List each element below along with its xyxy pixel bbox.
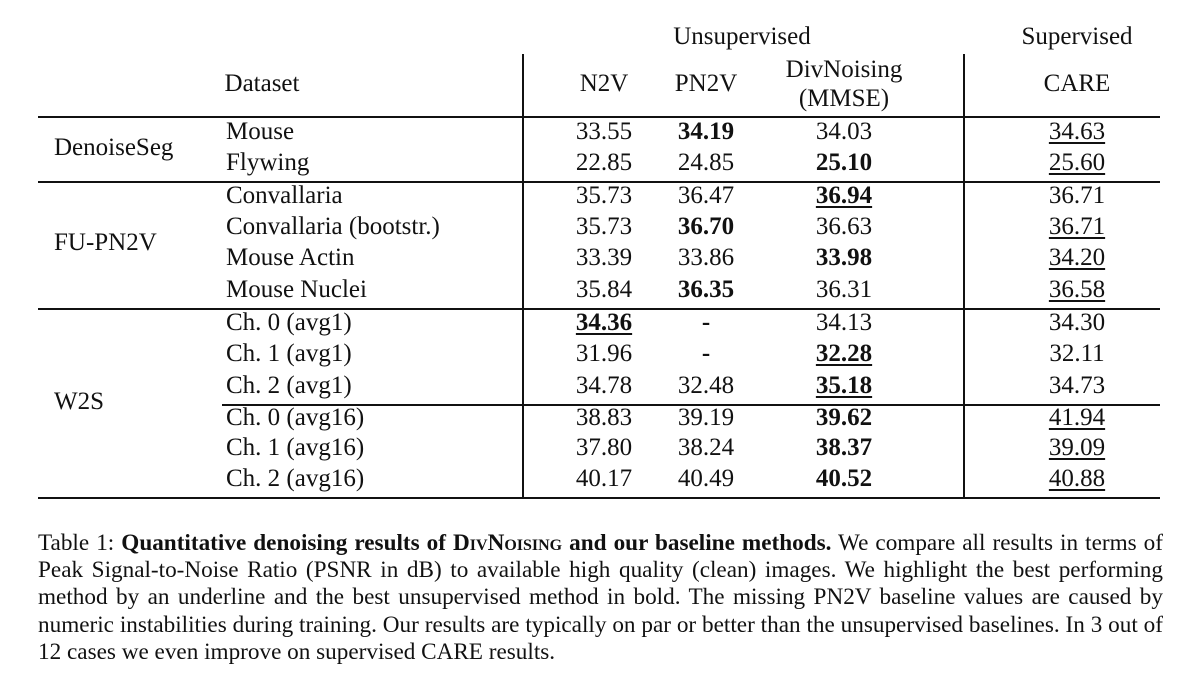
- cell-n2v: 34.78: [575, 372, 633, 399]
- cell-pn2v: 36.47: [677, 182, 735, 209]
- cell-divnoising: 36.94: [815, 182, 873, 209]
- row-label-ch1-avg1: Ch. 1 (avg1): [226, 340, 352, 367]
- cell-divnoising: 33.98: [815, 244, 873, 271]
- cell-n2v: 38.83: [575, 404, 633, 431]
- cell-n2v: 33.39: [575, 244, 633, 271]
- caption-prefix: Table 1:: [38, 530, 122, 556]
- cell-pn2v: 34.19: [677, 118, 735, 145]
- row-label-ch0-avg1: Ch. 0 (avg1): [226, 309, 352, 336]
- cell-divnoising: 35.18: [815, 372, 873, 399]
- cell-divnoising: 34.13: [815, 309, 873, 336]
- cell-n2v: 35.84: [575, 276, 633, 303]
- row-label-convallaria-bootstr: Convallaria (bootstr.): [226, 213, 440, 240]
- caption-method-name: DivNoising: [453, 530, 563, 556]
- cell-care: 34.30: [1048, 309, 1106, 336]
- rule-vertical-left: [522, 54, 524, 498]
- cell-divnoising: 40.52: [815, 465, 873, 492]
- cell-pn2v: 24.85: [677, 149, 735, 176]
- cell-care: 34.20: [1048, 244, 1106, 271]
- group-name-fu-pn2v: FU-PN2V: [54, 229, 157, 256]
- cell-care: 36.71: [1048, 213, 1106, 240]
- cell-care: 40.88: [1048, 465, 1106, 492]
- row-label-flywing: Flywing: [226, 149, 310, 176]
- group-name-w2s: W2S: [54, 388, 104, 415]
- cell-divnoising: 34.03: [815, 118, 873, 145]
- cell-pn2v: 36.70: [677, 213, 735, 240]
- rule-table-bottom: [38, 497, 1160, 499]
- header-divnoising-mmse: (MMSE): [798, 85, 890, 112]
- cell-divnoising: 39.62: [815, 404, 873, 431]
- cell-care: 36.71: [1048, 182, 1106, 209]
- table-caption: [38, 530, 1163, 666]
- header-n2v: N2V: [579, 70, 629, 97]
- cell-n2v: 34.36: [575, 309, 633, 336]
- cell-pn2v: 32.48: [677, 372, 735, 399]
- cell-n2v: 35.73: [575, 182, 633, 209]
- rule-vertical-right: [963, 54, 965, 498]
- header-divnoising: DivNoising: [785, 56, 903, 83]
- cell-n2v: 31.96: [575, 340, 633, 367]
- row-label-mouse-nuclei: Mouse Nuclei: [226, 276, 367, 303]
- cell-care: 32.11: [1049, 340, 1105, 367]
- row-label-ch2-avg16: Ch. 2 (avg16): [226, 465, 365, 492]
- cell-care: 36.58: [1048, 276, 1106, 303]
- cell-care: 34.63: [1048, 118, 1106, 145]
- cell-pn2v: 33.86: [677, 244, 735, 271]
- header-pn2v: PN2V: [674, 70, 738, 97]
- header-supervised: Supervised: [1021, 23, 1133, 50]
- cell-pn2v: 36.35: [677, 276, 735, 303]
- cell-n2v: 40.17: [575, 465, 633, 492]
- cell-n2v: 22.85: [575, 149, 633, 176]
- row-label-mouse-actin: Mouse Actin: [226, 244, 355, 271]
- cell-pn2v: 38.24: [677, 434, 735, 461]
- cell-n2v: 33.55: [575, 118, 633, 145]
- cell-pn2v: 39.19: [677, 404, 735, 431]
- header-unsupervised: Unsupervised: [673, 23, 811, 50]
- row-label-ch1-avg16: Ch. 1 (avg16): [226, 434, 365, 461]
- cell-care: 34.73: [1048, 372, 1106, 399]
- group-name-denoiseseg: DenoiseSeg: [54, 134, 174, 161]
- row-label-ch0-avg16: Ch. 0 (avg16): [226, 404, 365, 431]
- cell-care: 39.09: [1048, 434, 1106, 461]
- cell-care: 25.60: [1048, 149, 1106, 176]
- cell-pn2v: -: [701, 309, 711, 336]
- cell-n2v: 37.80: [575, 434, 633, 461]
- row-label-convallaria: Convallaria: [226, 182, 343, 209]
- cell-pn2v: 40.49: [677, 465, 735, 492]
- cell-divnoising: 25.10: [815, 149, 873, 176]
- caption-bold-b: and our baseline methods.: [562, 530, 832, 556]
- cell-divnoising: 38.37: [815, 434, 873, 461]
- caption-body: We compare all results in terms of Peak Signal-to-Noise Ratio (PSNR in dB) to available high quality (clean) images. We highlight the best performing method by an underline and the best unsupervised method in bold. The missing PN2V baseline values are caused by numeric instabilities during training. Our results are typically on par or better than the unsupervised baselines. In 3 out of 12 cases we even improve on supervised CARE results.: [38, 530, 1163, 665]
- header-dataset: Dataset: [224, 70, 300, 97]
- header-care: CARE: [1043, 70, 1111, 97]
- cell-divnoising: 36.63: [815, 213, 873, 240]
- cell-divnoising: 36.31: [815, 276, 873, 303]
- cell-n2v: 35.73: [575, 213, 633, 240]
- caption-bold-a: Quantitative denoising results of: [121, 530, 454, 556]
- row-label-mouse: Mouse: [226, 118, 295, 145]
- row-label-ch2-avg1: Ch. 2 (avg1): [226, 372, 352, 399]
- cell-care: 41.94: [1048, 404, 1106, 431]
- cell-divnoising: 32.28: [815, 340, 873, 367]
- cell-pn2v: -: [701, 340, 711, 367]
